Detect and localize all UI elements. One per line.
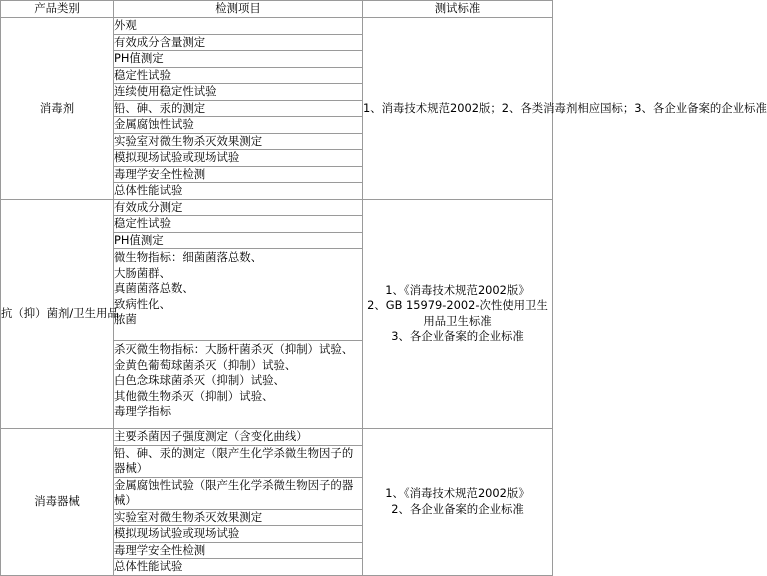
test-item: 铅、砷、汞的测定（限产生化学杀微生物因子的器械）: [114, 445, 363, 477]
test-item: 毒理学安全性检测: [114, 166, 363, 183]
standard-cell-disinfectant: 1、消毒技术规范2002版；2、各类消毒剂相应国标；3、各企业备案的企业标准: [363, 18, 553, 200]
table-row: [1, 18, 553, 35]
test-item: PH值测定: [114, 232, 363, 249]
test-item: 金属腐蚀性试验（限产生化学杀微生物因子的器械）: [114, 477, 363, 509]
test-item: 模拟现场试验或现场试验: [114, 526, 363, 543]
test-item: 外观: [114, 18, 363, 35]
test-item: 主要杀菌因子强度测定（含变化曲线）: [114, 429, 363, 446]
test-item: 模拟现场试验或现场试验: [114, 150, 363, 167]
test-item-kill-indicators: 杀灭微生物指标：大肠杆菌杀灭（抑制）试验、 金黄色葡萄球菌杀灭（抑制）试验、 白色念珠球菌杀灭（抑制）试验、 其他微生物杀灭（抑制）试验、 毒理学指标: [114, 341, 363, 429]
test-item: 有效成分含量测定: [114, 34, 363, 51]
test-item: 金属腐蚀性试验: [114, 117, 363, 134]
test-item: 实验室对微生物杀灭效果测定: [114, 133, 363, 150]
header-standard: 测试标准: [363, 1, 553, 18]
test-item: 稳定性试验: [114, 216, 363, 233]
test-item: PH值测定: [114, 51, 363, 68]
header-items: 检测项目: [114, 1, 363, 18]
test-item: 稳定性试验: [114, 67, 363, 84]
test-item: 总体性能试验: [114, 183, 363, 200]
test-item: 实验室对微生物杀灭效果测定: [114, 509, 363, 526]
test-item: 毒理学安全性检测: [114, 542, 363, 559]
header-row: [1, 1, 553, 18]
test-item: 铅、砷、汞的测定: [114, 100, 363, 117]
test-item: 连续使用稳定性试验: [114, 84, 363, 101]
header-category: 产品类别: [1, 1, 114, 18]
table-row: [1, 429, 553, 446]
standard-cell-equipment: 1、《消毒技术规范2002版》 2、各企业备案的企业标准: [363, 429, 553, 576]
category-cell-disinfectant: 消毒剂: [1, 18, 114, 200]
test-item: 有效成分测定: [114, 199, 363, 216]
test-item: 总体性能试验: [114, 559, 363, 576]
standard-cell-antibacterial: 1、《消毒技术规范2002版》 2、GB 15979-2002-次性使用卫生用品卫生标准 3、各企业备案的企业标准: [363, 199, 553, 429]
table-row: [1, 199, 553, 216]
test-item-microbial-indicators: 微生物指标：细菌菌落总数、 大肠菌群、 真菌菌落总数、 致病性化、 脓菌: [114, 249, 363, 341]
category-cell-antibacterial: 抗（抑）菌剂/卫生用品: [1, 199, 114, 429]
category-cell-equipment: 消毒器械: [1, 429, 114, 576]
